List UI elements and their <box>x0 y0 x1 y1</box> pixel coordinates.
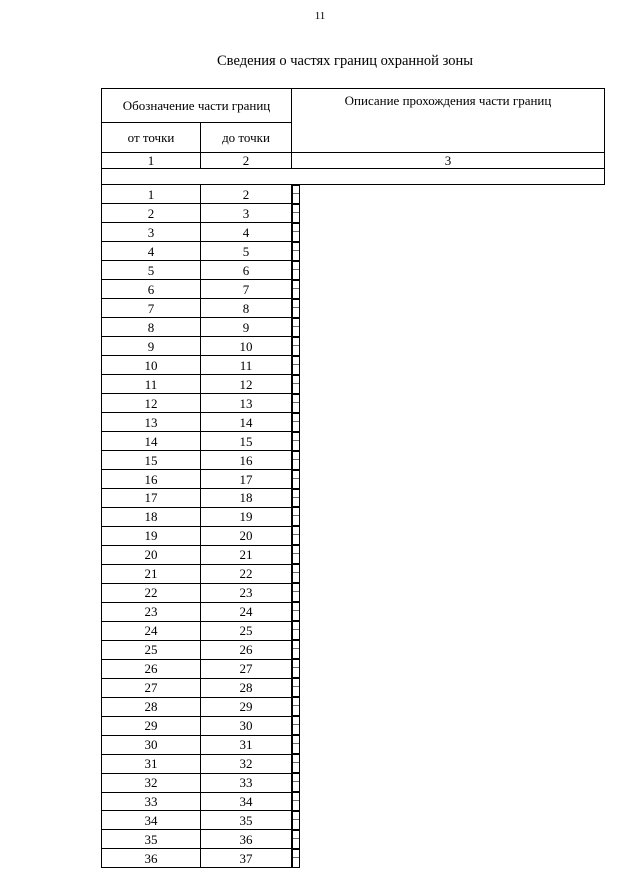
description-cell: – <box>292 811 300 830</box>
description-cell: – <box>292 678 300 697</box>
description-cell: – <box>292 337 300 356</box>
description-cell: – <box>292 242 300 261</box>
from-point-cell: 29 <box>102 716 201 735</box>
from-point-cell: 36 <box>102 849 201 868</box>
description-cell: – <box>292 470 300 489</box>
table-row <box>102 470 605 489</box>
to-point-cell: 34 <box>201 792 292 811</box>
table-row <box>102 507 605 526</box>
boundary-table <box>101 88 605 868</box>
to-point-cell: 21 <box>201 545 292 564</box>
to-point-cell: 23 <box>201 583 292 602</box>
table-row <box>102 394 605 413</box>
table-row <box>102 223 605 242</box>
table-row <box>102 489 605 508</box>
table-row <box>102 811 605 830</box>
to-point-cell: 16 <box>201 451 292 470</box>
to-point-cell: 33 <box>201 773 292 792</box>
table-row <box>102 716 605 735</box>
from-point-cell: 1 <box>102 185 201 204</box>
from-point-cell: 33 <box>102 792 201 811</box>
description-cell: – <box>292 413 300 432</box>
from-point-cell: 2 <box>102 204 201 223</box>
to-point-cell: 31 <box>201 735 292 754</box>
from-point-cell: 27 <box>102 678 201 697</box>
to-point-cell: 8 <box>201 299 292 318</box>
table-row <box>102 337 605 356</box>
table-row <box>102 640 605 659</box>
from-point-cell: 16 <box>102 470 201 489</box>
table-row <box>102 773 605 792</box>
description-cell: – <box>292 640 300 659</box>
table-row <box>102 204 605 223</box>
table-row <box>102 451 605 470</box>
from-point-cell: 7 <box>102 299 201 318</box>
from-point-cell: 9 <box>102 337 201 356</box>
to-point-cell: 37 <box>201 849 292 868</box>
column-number: 2 <box>201 153 292 169</box>
to-point-cell: 19 <box>201 507 292 526</box>
description-cell: – <box>292 356 300 375</box>
description-cell: – <box>292 792 300 811</box>
description-cell: – <box>292 432 300 451</box>
from-point-cell: 25 <box>102 640 201 659</box>
from-point-cell: 34 <box>102 811 201 830</box>
description-cell: – <box>292 375 300 394</box>
table-row <box>102 849 605 868</box>
to-point-cell: 17 <box>201 470 292 489</box>
to-point-cell: 14 <box>201 413 292 432</box>
boundary-table-body <box>102 89 605 868</box>
table-row <box>102 602 605 621</box>
description-cell: – <box>292 716 300 735</box>
from-point-cell: 4 <box>102 242 201 261</box>
table-row <box>102 356 605 375</box>
document-title: Сведения о частях границ охранной зоны <box>217 53 473 69</box>
to-point-cell: 4 <box>201 223 292 242</box>
description-cell: – <box>292 754 300 773</box>
to-point-cell: 13 <box>201 394 292 413</box>
description-cell: – <box>292 773 300 792</box>
description-cell: – <box>292 489 300 508</box>
description-cell: – <box>292 583 300 602</box>
description-cell: – <box>292 849 300 868</box>
description-cell: – <box>292 526 300 545</box>
header-boundary-designation: Обозначение части границ <box>102 89 292 123</box>
from-point-cell: 13 <box>102 413 201 432</box>
from-point-cell: 28 <box>102 697 201 716</box>
description-cell: – <box>292 204 300 223</box>
from-point-cell: 19 <box>102 526 201 545</box>
from-point-cell: 32 <box>102 773 201 792</box>
table-row <box>102 242 605 261</box>
to-point-cell: 12 <box>201 375 292 394</box>
to-point-cell: 6 <box>201 261 292 280</box>
to-point-cell: 32 <box>201 754 292 773</box>
from-point-cell: 26 <box>102 659 201 678</box>
from-point-cell: 5 <box>102 261 201 280</box>
description-cell: – <box>292 394 300 413</box>
from-point-cell: 24 <box>102 621 201 640</box>
to-point-cell: 36 <box>201 830 292 849</box>
table-row <box>102 413 605 432</box>
to-point-cell: 22 <box>201 564 292 583</box>
header-from-point: от точки <box>102 123 201 153</box>
description-cell: – <box>292 659 300 678</box>
to-point-cell: 29 <box>201 697 292 716</box>
from-point-cell: 8 <box>102 318 201 337</box>
to-point-cell: 7 <box>201 280 292 299</box>
description-cell: – <box>292 223 300 242</box>
description-cell: – <box>292 185 300 204</box>
to-point-cell: 30 <box>201 716 292 735</box>
table-row <box>102 564 605 583</box>
table-row <box>102 280 605 299</box>
spacer-cell <box>102 169 605 185</box>
from-point-cell: 23 <box>102 602 201 621</box>
table-row <box>102 432 605 451</box>
from-point-cell: 35 <box>102 830 201 849</box>
header-to-point: до точки <box>201 123 292 153</box>
to-point-cell: 26 <box>201 640 292 659</box>
table-row <box>102 375 605 394</box>
table-row <box>102 678 605 697</box>
to-point-cell: 18 <box>201 489 292 508</box>
table-row <box>102 545 605 564</box>
description-cell: – <box>292 621 300 640</box>
description-cell: – <box>292 299 300 318</box>
description-cell: – <box>292 564 300 583</box>
page-number: 11 <box>314 10 326 22</box>
to-point-cell: 11 <box>201 356 292 375</box>
description-cell: – <box>292 507 300 526</box>
table-row <box>102 261 605 280</box>
description-cell: – <box>292 318 300 337</box>
to-point-cell: 9 <box>201 318 292 337</box>
table-row <box>102 792 605 811</box>
table-row <box>102 735 605 754</box>
to-point-cell: 20 <box>201 526 292 545</box>
table-row <box>102 318 605 337</box>
to-point-cell: 10 <box>201 337 292 356</box>
description-cell: – <box>292 697 300 716</box>
table-row <box>102 697 605 716</box>
to-point-cell: 2 <box>201 185 292 204</box>
table-row <box>102 185 605 204</box>
description-cell: – <box>292 261 300 280</box>
from-point-cell: 11 <box>102 375 201 394</box>
to-point-cell: 27 <box>201 659 292 678</box>
to-point-cell: 25 <box>201 621 292 640</box>
description-cell: – <box>292 735 300 754</box>
table-row <box>102 299 605 318</box>
to-point-cell: 28 <box>201 678 292 697</box>
to-point-cell: 5 <box>201 242 292 261</box>
table-row <box>102 583 605 602</box>
table-row <box>102 754 605 773</box>
header-description: Описание прохождения части границ <box>292 89 605 153</box>
to-point-cell: 24 <box>201 602 292 621</box>
description-cell: – <box>292 280 300 299</box>
from-point-cell: 10 <box>102 356 201 375</box>
from-point-cell: 12 <box>102 394 201 413</box>
table-row <box>102 830 605 849</box>
header-row-group <box>102 89 605 123</box>
spacer-row <box>102 169 605 185</box>
column-number-row <box>102 153 605 169</box>
table-row <box>102 526 605 545</box>
description-cell: – <box>292 545 300 564</box>
to-point-cell: 15 <box>201 432 292 451</box>
from-point-cell: 31 <box>102 754 201 773</box>
description-cell: – <box>292 830 300 849</box>
from-point-cell: 14 <box>102 432 201 451</box>
from-point-cell: 21 <box>102 564 201 583</box>
from-point-cell: 18 <box>102 507 201 526</box>
description-cell: – <box>292 602 300 621</box>
from-point-cell: 30 <box>102 735 201 754</box>
from-point-cell: 15 <box>102 451 201 470</box>
from-point-cell: 22 <box>102 583 201 602</box>
from-point-cell: 6 <box>102 280 201 299</box>
description-cell: – <box>292 451 300 470</box>
to-point-cell: 35 <box>201 811 292 830</box>
table-row <box>102 621 605 640</box>
from-point-cell: 3 <box>102 223 201 242</box>
from-point-cell: 17 <box>102 489 201 508</box>
table-row <box>102 659 605 678</box>
column-number: 1 <box>102 153 201 169</box>
column-number: 3 <box>292 153 605 169</box>
from-point-cell: 20 <box>102 545 201 564</box>
to-point-cell: 3 <box>201 204 292 223</box>
